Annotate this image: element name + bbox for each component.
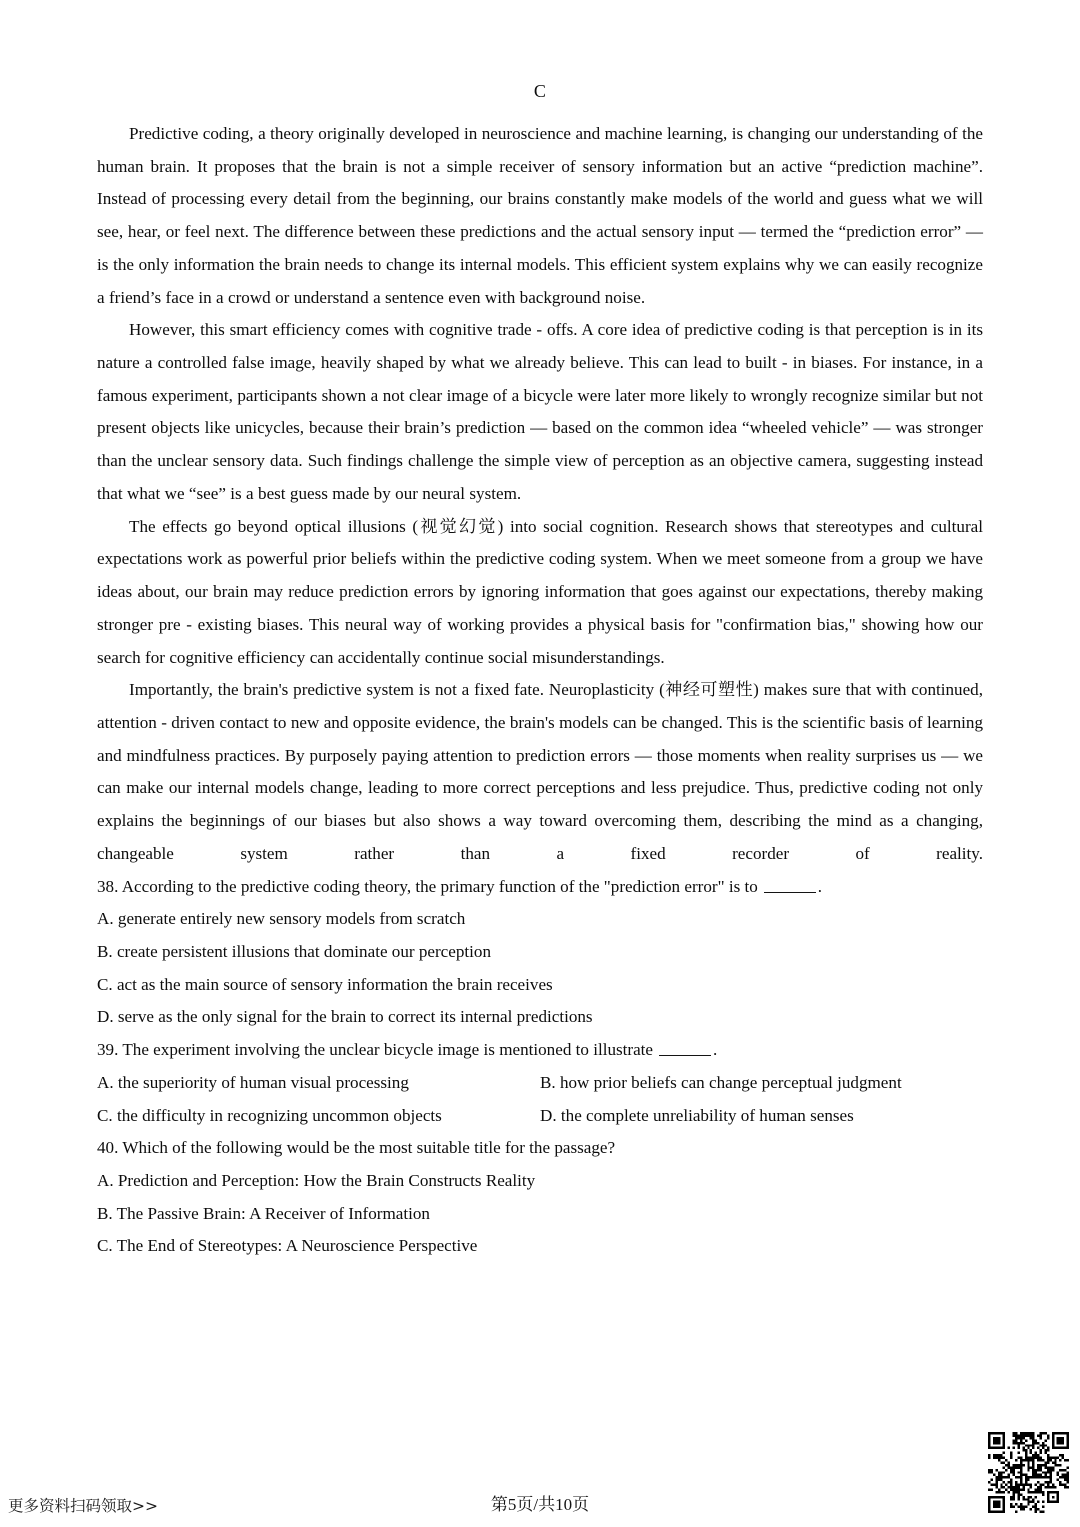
question-40-option-b[interactable]: B. The Passive Brain: A Receiver of Information bbox=[97, 1203, 430, 1223]
passage-paragraph-3: The effects go beyond optical illusions (视觉幻觉) into social cognition. Research shows that stereotypes and cultural expectations work as powerful prior beliefs within the predictive coding system. When we meet someone from a group we have ideas about, our brain may reduce prediction errors by ignoring information that goes against our expectations, thereby making stronger pre - existing biases. This neural way of working provides a physical basis for "confirmation bias," showing how our search for cognitive efficiency can accidentally continue social misunderstandings. bbox=[97, 516, 983, 667]
question-40-option-a[interactable]: A. Prediction and Perception: How the Brain Constructs Reality bbox=[97, 1171, 536, 1190]
qr-code-icon[interactable] bbox=[988, 1432, 1069, 1513]
passage-body bbox=[97, 118, 983, 1263]
question-39-option-a[interactable]: A. the superiority of human visual processing bbox=[97, 1072, 409, 1092]
question-38-stem bbox=[97, 871, 983, 904]
passage-paragraph-1: Predictive coding, a theory originally developed in neuroscience and machine learning, is changing our understanding of the human brain. It proposes that the brain is not a simple receiver of sensory information but an active “prediction machine”. Instead of processing every detail from the beginning, our brains constantly make models of the world and guess what we will see, hear, or feel next. The difference between these predictions and the actual sensory input — termed the “prediction error” — is the only information the brain needs to change its internal models. This efficient system explains why we can easily recognize a friend’s face in a crowd or understand a sentence even with background noise. bbox=[97, 124, 983, 307]
question-38-stem-text: 38. According to the predictive coding theory, the primary function of the "prediction error" is to bbox=[97, 876, 758, 896]
question-39-stem-text: 39. The experiment involving the unclear bicycle image is mentioned to illustrate bbox=[97, 1040, 654, 1060]
section-heading: C bbox=[533, 81, 547, 101]
footer-page-indicator: 第5页/共10页 bbox=[490, 1495, 590, 1514]
question-40-stem-text: 40. Which of the following would be the most suitable title for the passage? bbox=[97, 1138, 616, 1158]
question-39-option-row-2 bbox=[97, 1100, 983, 1133]
question-38-option-a[interactable]: A. generate entirely new sensory models from scratch bbox=[97, 909, 466, 929]
question-39-option-c[interactable]: C. the difficulty in recognizing uncommon objects bbox=[97, 1105, 442, 1125]
question-39-option-d[interactable]: D. the complete unreliability of human senses bbox=[540, 1105, 854, 1125]
passage-paragraph-2: However, this smart efficiency comes with cognitive trade - offs. A core idea of predictive coding is that perception is in its nature a controlled false image, heavily shaped by what we already believe. This can lead to built - in biases. For instance, in a famous experiment, participants shown a not clear image of a bicycle were later more likely to wrongly recognize similar but not present objects like unicycles, because their brain’s prediction — based on the common idea “wheeled vehicle” — was stronger than the unclear sensory data. Such findings challenge the simple view of perception as an objective camera, suggesting instead that what we “see” is a best guess made by our neural system. bbox=[97, 320, 983, 503]
passage-paragraph-4: Importantly, the brain's predictive system is not a fixed fate. Neuroplasticity (神经可塑性) makes sure that with continued, attention - driven contact to new and opposite evidence, the brain's models can be changed. This is the scientific basis of learning and mindfulness practices. By purposely paying attention to prediction errors — those moments when reality surprises us — we can make our internal models change, leading to more correct perceptions and less prejudice. Thus, predictive coding not only explains the beginnings of our biases but also shows a way toward overcoming them, describing the mind as a changing, changeable system rather than a fixed recorder of reality. bbox=[97, 680, 983, 863]
question-38-stem-tail: . bbox=[817, 876, 823, 896]
question-40-option-c[interactable]: C. The End of Stereotypes: A Neuroscience Perspective bbox=[97, 1236, 478, 1256]
question-39-stem bbox=[97, 1034, 983, 1067]
question-39-stem-tail: . bbox=[713, 1040, 718, 1060]
footer-promo-text: 更多资料扫码领取>> bbox=[8, 1497, 158, 1515]
question-40-stem bbox=[97, 1132, 983, 1165]
answer-blank-38 bbox=[764, 879, 816, 892]
question-39-option-b[interactable]: B. how prior beliefs can change perceptual judgment bbox=[540, 1072, 902, 1092]
question-39-option-row-1 bbox=[97, 1067, 983, 1100]
answer-blank-39 bbox=[659, 1043, 711, 1056]
question-38-option-b[interactable]: B. create persistent illusions that dominate our perception bbox=[97, 941, 491, 961]
questions-section bbox=[97, 871, 983, 1264]
question-38-option-d[interactable]: D. serve as the only signal for the brain to correct its internal predictions bbox=[97, 1007, 593, 1027]
question-38-option-c[interactable]: C. act as the main source of sensory information the brain receives bbox=[97, 974, 553, 994]
